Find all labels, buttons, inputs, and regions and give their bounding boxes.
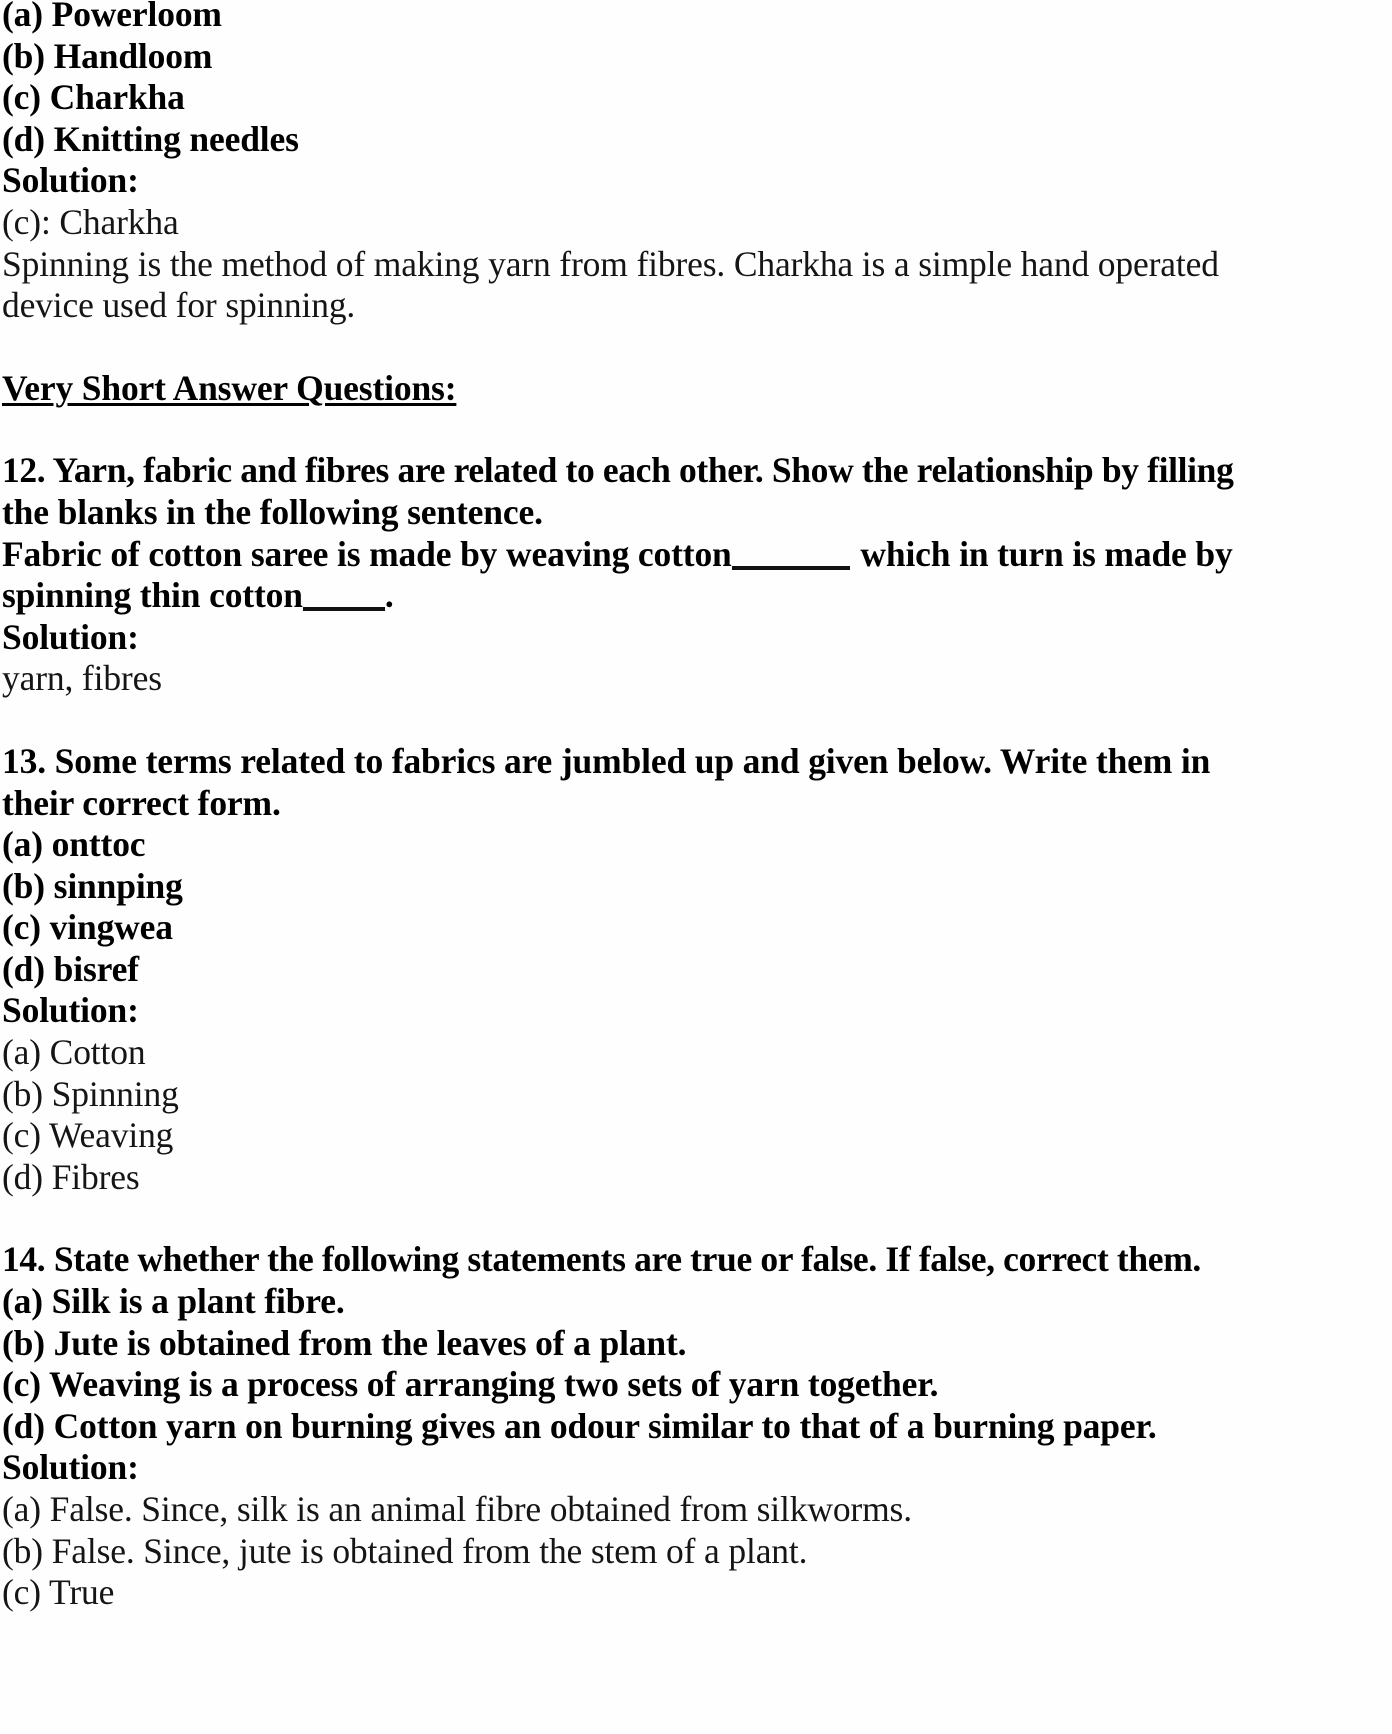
mcq-option-b: (b) Handloom	[2, 35, 213, 76]
spacer	[2, 1198, 1392, 1239]
question-13-option-b: (b) sinnping	[2, 865, 183, 906]
section-heading-row	[2, 368, 1392, 410]
question-14-answer-b: (b) False. Since, jute is obtained from the stem of a plant.	[2, 1530, 808, 1571]
question-12-fill-line1-before: Fabric of cotton saree is made by weaving cotton	[2, 533, 732, 574]
question-12-stem-line2: the blanks in the following sentence.	[2, 491, 543, 532]
question-12-stem-line1: 12. Yarn, fabric and fibres are related to each other. Show the relationship by filling	[2, 450, 1234, 491]
question-13-option-d: (d) bisref	[2, 948, 139, 989]
fill-blank-1	[732, 566, 850, 570]
question-14-solution-label: Solution:	[2, 1447, 139, 1488]
question-14-statement-c: (c) Weaving is a process of arranging two sets of yarn together.	[2, 1364, 939, 1405]
question-12-answer: yarn, fibres	[2, 658, 162, 699]
mcq-solution-answer: (c): Charkha	[2, 201, 179, 242]
question-14-answer-c: (c) True	[2, 1572, 115, 1613]
question-12-solution-label: Solution:	[2, 616, 139, 657]
question-12-fill-line2-before: spinning thin cotton	[2, 575, 303, 616]
question-12-fill-line1-after: which in turn is made by	[851, 533, 1233, 574]
question-13-stem-line1: 13. Some terms related to fabrics are jumbled up and given below. Write them in	[2, 740, 1211, 781]
section-heading: Very Short Answer Questions:	[2, 367, 457, 408]
question-14-statement-a: (a) Silk is a plant fibre.	[2, 1281, 345, 1322]
question-13-answer-c: (c) Weaving	[2, 1115, 174, 1156]
mcq-solution-label: Solution:	[2, 160, 139, 201]
mcq-option-c: (c) Charkha	[2, 77, 185, 118]
question-13-option-c: (c) vingwea	[2, 907, 173, 948]
spacer	[2, 327, 1392, 368]
mcq-solution-explanation-line2: device used for spinning.	[2, 285, 356, 326]
mcq-option-a: (a) Powerloom	[2, 0, 222, 34]
question-13-option-a: (a) onttoc	[2, 824, 146, 865]
question-14-statement-d: (d) Cotton yarn on burning gives an odour similar to that of a burning paper.	[2, 1405, 1157, 1446]
question-13-stem-line2: their correct form.	[2, 782, 281, 823]
question-13-solution-label: Solution:	[2, 990, 139, 1031]
question-14-answer-a: (a) False. Since, silk is an animal fibre obtained from silkworms.	[2, 1489, 912, 1529]
document-content	[2, 0, 1392, 1614]
spacer	[2, 409, 1392, 450]
question-13-answer-d: (d) Fibres	[2, 1156, 140, 1197]
question-12-fill-line2	[2, 575, 1392, 617]
fill-blank-2	[303, 607, 385, 611]
question-13-answer-b: (b) Spinning	[2, 1073, 179, 1114]
question-14-statement-b: (b) Jute is obtained from the leaves of a plant.	[2, 1322, 687, 1363]
spacer	[2, 700, 1392, 741]
question-13-answer-a: (a) Cotton	[2, 1032, 146, 1073]
mcq-solution-explanation-line1: Spinning is the method of making yarn from fibres. Charkha is a simple hand operated	[2, 243, 1219, 284]
mcq-option-d: (d) Knitting needles	[2, 118, 299, 159]
question-12-fill-line1	[2, 534, 1392, 576]
question-14-stem-line1: 14. State whether the following statements are true or false. If false, correct them.	[2, 1239, 1201, 1280]
question-12-fill-line2-after: .	[384, 575, 394, 616]
